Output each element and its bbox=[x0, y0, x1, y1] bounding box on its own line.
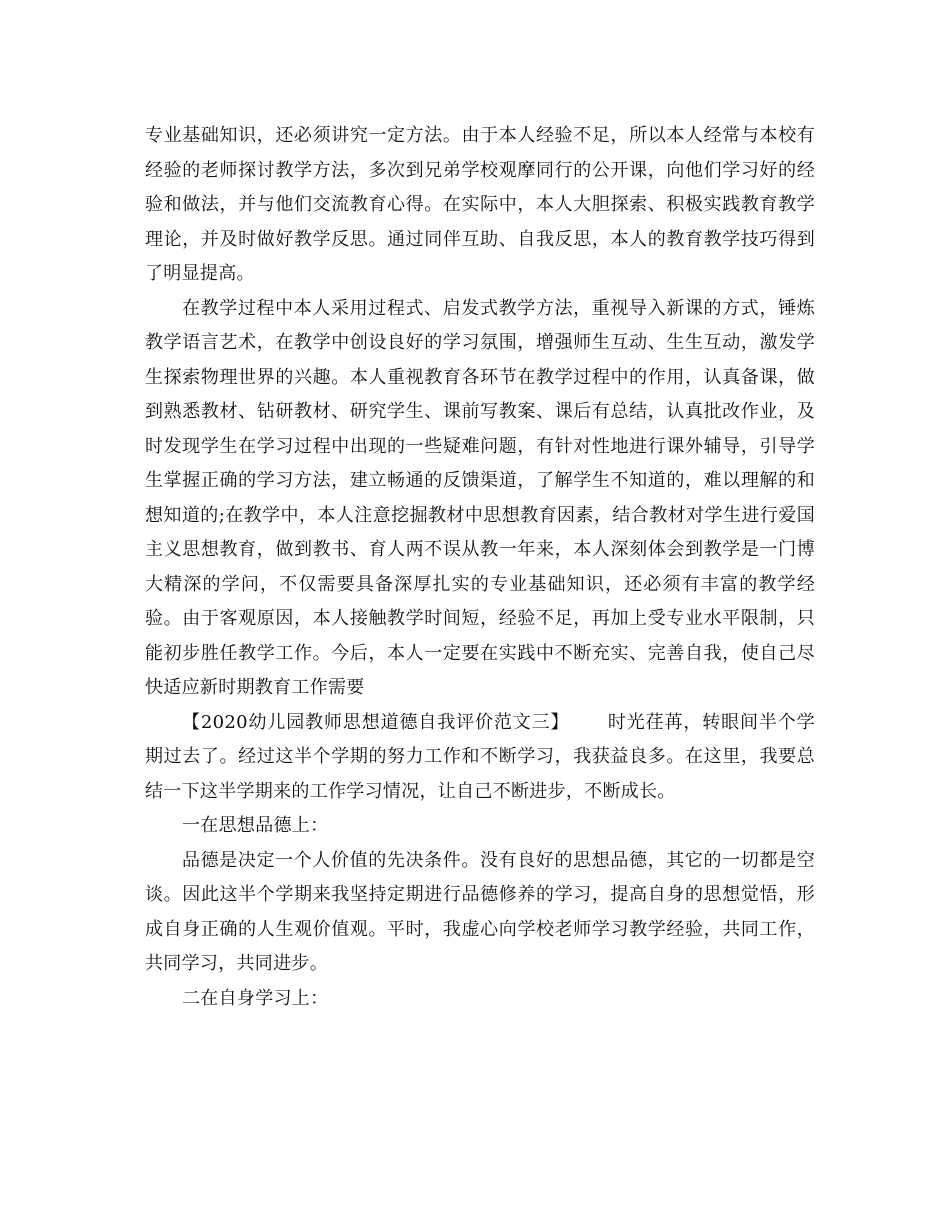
section-three-title: 【2020幼儿园教师思想道德自我评价范文三】 bbox=[182, 711, 570, 733]
subheading-self-study: 二在自身学习上： bbox=[182, 987, 329, 1009]
paragraph-morality: 品德是决定一个人价值的先决条件。没有良好的思想品德，其它的一切都是空谈。因此这半个学期来我坚持定期进行品德修养的学习，提高自身的思想觉悟，形成自身正确的人生观价值观。平时，我虚心向学校老师学习教学经验，共同工作，共同学习，共同进步。 bbox=[145, 849, 815, 974]
paragraph-teaching-process: 在教学过程中本人采用过程式、启发式教学方法，重视导入新课的方式，锤炼教学语言艺术，在教学中创设良好的学习氛围，增强师生互动、生生互动，激发学生探索物理世界的兴趣。本人重视教育各环节在教学过程中的作用，认真备课，做到熟悉教材、钻研教材、研究学生、课前写教案、课后有总结，认真批改作业，及时发现学生在学习过程中出现的一些疑难问题，有针对性地进行课外辅导，引导学生掌握正确的学习方法，建立畅通的反馈渠道，了解学生不知道的，难以理解的和想知道的;在教学中，本人注意挖掘教材中思想教育因素，结合教材对学生进行爱国主义思想教育，做到教书、育人两不误从教一年来，本人深刻体会到教学是一门博大精深的学问，不仅需要具备深厚扎实的专业基础知识，还必须有丰富的教学经验。由于客观原因，本人接触教学时间短，经验不足，再加上受专业水平限制，只能初步胜任教学工作。今后，本人一定要在实践中不断充实、完善自我，使自己尽快适应新时期教育工作需要 bbox=[145, 297, 815, 698]
paragraph-section-three bbox=[145, 706, 815, 810]
paragraph-teaching-methods: 专业基础知识，还必须讲究一定方法。由于本人经验不足，所以本人经常与本校有经验的老师探讨教学方法，多次到兄弟学校观摩同行的公开课，向他们学习好的经验和做法，并与他们交流教育心得。在实际中，本人大胆探索、积极实践教育教学理论，并及时做好教学反思。通过同伴互助、自我反思，本人的教育教学技巧得到了明显提高。 bbox=[145, 125, 815, 284]
section-three-text: 时光荏苒，转眼间半个学期过去了。经过这半个学期的努力工作和不断学习，我获益良多。在这里，我要总结一下这半学期来的工作学习情况，让自己不断进步，不断成长。 bbox=[145, 711, 815, 802]
subheading-morality: 一在思想品德上： bbox=[182, 815, 329, 836]
document-body bbox=[145, 119, 815, 1016]
